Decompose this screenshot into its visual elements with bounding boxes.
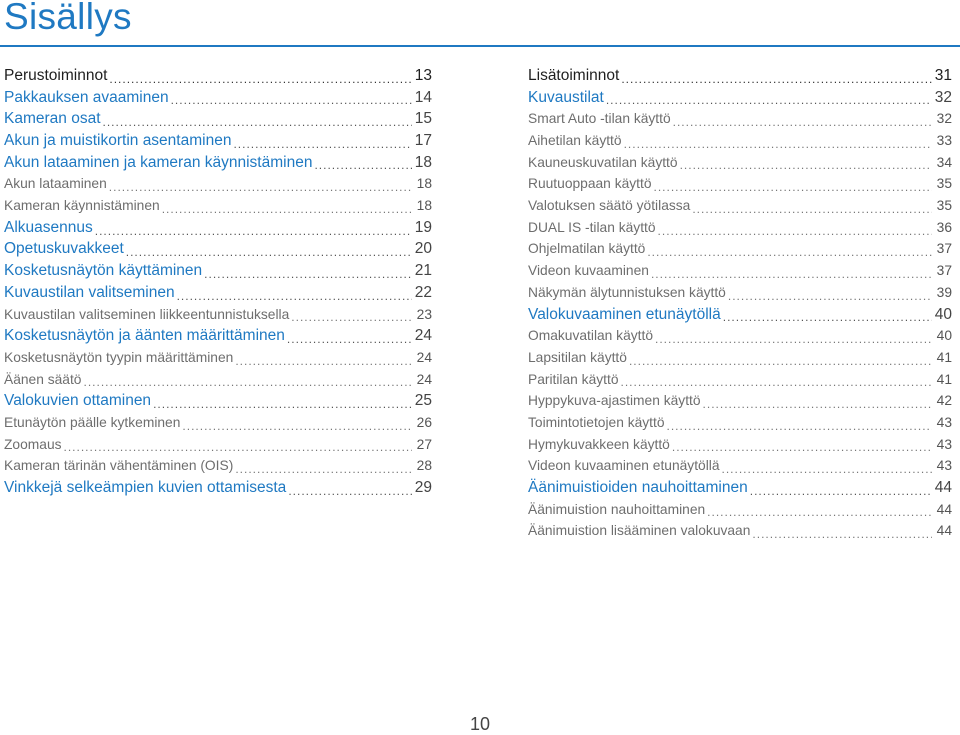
toc-entry[interactable] bbox=[4, 434, 432, 456]
toc-entry[interactable] bbox=[528, 520, 952, 542]
toc-entry-page: 44 bbox=[936, 523, 952, 539]
toc-entry-page: 43 bbox=[936, 458, 952, 474]
toc-entry[interactable] bbox=[528, 217, 952, 239]
toc-entry[interactable] bbox=[528, 173, 952, 195]
toc-entry[interactable] bbox=[528, 412, 952, 434]
dot-leader bbox=[83, 374, 412, 390]
toc-entry[interactable] bbox=[528, 455, 952, 477]
toc-entry-page: 13 bbox=[414, 66, 432, 84]
toc-entry-page: 40 bbox=[934, 305, 952, 323]
toc-entry-label: Akun ja muistikortin asentaminen bbox=[4, 132, 232, 150]
toc-entry-label: Kameran osat bbox=[4, 110, 101, 128]
toc-entry-page: 33 bbox=[936, 133, 952, 149]
dot-leader bbox=[723, 309, 932, 325]
toc-entry-page: 43 bbox=[936, 436, 952, 452]
toc-entry-page: 20 bbox=[414, 240, 432, 258]
toc-entry[interactable] bbox=[528, 347, 952, 369]
toc-entry[interactable] bbox=[4, 455, 432, 477]
dot-leader bbox=[647, 244, 932, 260]
toc-entry[interactable] bbox=[528, 390, 952, 412]
toc-entry-label: Akun lataaminen bbox=[4, 176, 107, 192]
toc-entry[interactable] bbox=[4, 304, 432, 326]
toc-right-column bbox=[528, 65, 952, 542]
dot-leader bbox=[177, 288, 412, 304]
dot-leader bbox=[655, 331, 932, 347]
dot-leader bbox=[162, 201, 412, 217]
toc-entry-page: 42 bbox=[936, 393, 952, 409]
toc-entry-page: 37 bbox=[936, 241, 952, 257]
toc-entry-label: Äänen säätö bbox=[4, 371, 82, 387]
title-divider bbox=[0, 45, 960, 47]
toc-entry-page: 18 bbox=[416, 176, 432, 192]
toc-entry-label: Etunäytön päälle kytkeminen bbox=[4, 414, 181, 430]
dot-leader bbox=[182, 418, 412, 434]
dot-leader bbox=[629, 353, 932, 369]
toc-entry-page: 14 bbox=[414, 88, 432, 106]
toc-entry-page: 24 bbox=[414, 327, 432, 345]
toc-entry[interactable] bbox=[4, 65, 432, 87]
dot-leader bbox=[233, 136, 412, 152]
dot-leader bbox=[680, 157, 932, 173]
dot-leader bbox=[728, 288, 932, 304]
toc-entry-page: 36 bbox=[936, 219, 952, 235]
toc-entry-label: DUAL IS -tilan käyttö bbox=[528, 219, 656, 235]
toc-entry-label: Kuvaustilan valitseminen bbox=[4, 283, 175, 301]
page-title: Sisällys bbox=[4, 0, 132, 37]
toc-entry[interactable] bbox=[528, 304, 952, 326]
dot-leader bbox=[722, 461, 932, 477]
toc-entry[interactable] bbox=[528, 477, 952, 499]
dot-leader bbox=[171, 92, 412, 108]
toc-entry-page: 35 bbox=[936, 198, 952, 214]
toc-entry-label: Opetuskuvakkeet bbox=[4, 240, 124, 258]
toc-entry-page: 35 bbox=[936, 176, 952, 192]
toc-entry[interactable] bbox=[528, 152, 952, 174]
toc-entry-page: 26 bbox=[416, 414, 432, 430]
toc-entry[interactable] bbox=[528, 65, 952, 87]
toc-entry[interactable] bbox=[4, 369, 432, 391]
toc-entry-label: Omakuvatilan käyttö bbox=[528, 328, 653, 344]
toc-entry-label: Perustoiminnot bbox=[4, 66, 108, 84]
toc-entry[interactable] bbox=[4, 282, 432, 304]
toc-entry-label: Kosketusnäytön tyypin määrittäminen bbox=[4, 349, 234, 365]
toc-entry-label: Äänimuistion lisääminen valokuvaan bbox=[528, 523, 751, 539]
toc-entry-label: Aihetilan käyttö bbox=[528, 133, 622, 149]
toc-entry[interactable] bbox=[4, 412, 432, 434]
dot-leader bbox=[651, 266, 932, 282]
toc-entry-page: 44 bbox=[934, 479, 952, 497]
toc-entry-page: 18 bbox=[416, 198, 432, 214]
dot-leader bbox=[606, 92, 932, 108]
toc-entry-page: 27 bbox=[416, 436, 432, 452]
toc-entry-page: 32 bbox=[934, 88, 952, 106]
toc-entry-page: 44 bbox=[936, 501, 952, 517]
toc-entry-page: 15 bbox=[414, 110, 432, 128]
toc-entry[interactable] bbox=[4, 217, 432, 239]
toc-entry-page: 22 bbox=[414, 283, 432, 301]
toc-entry-label: Smart Auto -tilan käyttö bbox=[528, 111, 671, 127]
dot-leader bbox=[621, 374, 933, 390]
toc-entry-label: Näkymän älytunnistuksen käyttö bbox=[528, 284, 726, 300]
toc-entry-page: 18 bbox=[414, 153, 432, 171]
dot-leader bbox=[153, 396, 412, 412]
dot-leader bbox=[750, 483, 932, 499]
toc-entry-label: Hyppykuva-ajastimen käyttö bbox=[528, 393, 701, 409]
toc-entry-page: 28 bbox=[416, 458, 432, 474]
toc-entry[interactable] bbox=[4, 239, 432, 261]
dot-leader bbox=[204, 266, 412, 282]
toc-entry-page: 29 bbox=[414, 479, 432, 497]
toc-entry[interactable] bbox=[528, 260, 952, 282]
toc-entry[interactable] bbox=[4, 347, 432, 369]
toc-entry[interactable] bbox=[528, 130, 952, 152]
dot-leader bbox=[692, 201, 932, 217]
toc-entry-label: Ohjelmatilan käyttö bbox=[528, 241, 646, 257]
toc-entry-page: 21 bbox=[414, 262, 432, 280]
dot-leader bbox=[235, 461, 412, 477]
dot-leader bbox=[703, 396, 932, 412]
dot-leader bbox=[109, 71, 412, 87]
toc-entry-label: Kameran käynnistäminen bbox=[4, 198, 160, 214]
toc-entry[interactable] bbox=[4, 477, 432, 499]
dot-leader bbox=[624, 136, 932, 152]
dot-leader bbox=[752, 526, 932, 542]
dot-leader bbox=[707, 504, 932, 520]
toc-entry-page: 17 bbox=[414, 132, 432, 150]
toc-left-column bbox=[4, 65, 432, 499]
dot-leader bbox=[654, 179, 933, 195]
dot-leader bbox=[288, 483, 412, 499]
toc-entry[interactable] bbox=[528, 282, 952, 304]
toc-entry[interactable] bbox=[528, 434, 952, 456]
dot-leader bbox=[621, 71, 932, 87]
toc-entry-page: 32 bbox=[936, 111, 952, 127]
toc-entry-label: Lisätoiminnot bbox=[528, 66, 620, 84]
toc-entry[interactable] bbox=[528, 87, 952, 109]
toc-entry-label: Toimintotietojen käyttö bbox=[528, 414, 665, 430]
toc-entry-label: Videon kuvaaminen bbox=[528, 263, 649, 279]
dot-leader bbox=[667, 418, 932, 434]
toc-entry-label: Videon kuvaaminen etunäytöllä bbox=[528, 458, 720, 474]
page-number: 10 bbox=[469, 714, 491, 734]
toc-entry[interactable] bbox=[528, 195, 952, 217]
toc-entry-label: Kameran tärinän vähentäminen (OIS) bbox=[4, 458, 234, 474]
toc-entry-label: Valokuvien ottaminen bbox=[4, 392, 152, 410]
toc-entry-label: Kauneuskuvatilan käyttö bbox=[528, 154, 678, 170]
toc-entry-label: Lapsitilan käyttö bbox=[528, 349, 627, 365]
toc-entry-page: 37 bbox=[936, 263, 952, 279]
toc-entry-label: Kosketusnäytön ja äänten määrittäminen bbox=[4, 327, 285, 345]
toc-entry-page: 39 bbox=[936, 284, 952, 300]
dot-leader bbox=[103, 114, 413, 130]
toc-entry-label: Alkuasennus bbox=[4, 218, 93, 236]
toc-entry-label: Pakkauksen avaaminen bbox=[4, 88, 169, 106]
dot-leader bbox=[95, 223, 412, 239]
dot-leader bbox=[109, 179, 412, 195]
toc-entry-label: Zoomaus bbox=[4, 436, 62, 452]
toc-entry-label: Hymykuvakkeen käyttö bbox=[528, 436, 670, 452]
toc-entry-page: 19 bbox=[414, 218, 432, 236]
toc-entry[interactable] bbox=[528, 325, 952, 347]
toc-entry[interactable] bbox=[4, 325, 432, 347]
toc-entry-page: 43 bbox=[936, 414, 952, 430]
toc-entry[interactable] bbox=[528, 239, 952, 261]
dot-leader bbox=[235, 353, 412, 369]
toc-entry-page: 41 bbox=[936, 349, 952, 365]
toc-entry-label: Ruutuoppaan käyttö bbox=[528, 176, 652, 192]
dot-leader bbox=[672, 439, 932, 455]
dot-leader bbox=[314, 157, 412, 173]
toc-entry-label: Valotuksen säätö yötilassa bbox=[528, 198, 691, 214]
toc-entry-label: Kosketusnäytön käyttäminen bbox=[4, 262, 203, 280]
toc-entry-page: 40 bbox=[936, 328, 952, 344]
toc-entry[interactable] bbox=[528, 108, 952, 130]
toc-entry-label: Kuvaustilan valitseminen liikkeentunnistuksella bbox=[4, 306, 290, 322]
dot-leader bbox=[126, 244, 412, 260]
toc-entry-label: Akun lataaminen ja kameran käynnistäminen bbox=[4, 153, 313, 171]
toc-entry[interactable] bbox=[4, 260, 432, 282]
toc-entry[interactable] bbox=[528, 499, 952, 521]
toc-entry-label: Äänimuistioiden nauhoittaminen bbox=[528, 479, 748, 497]
toc-entry-label: Paritilan käyttö bbox=[528, 371, 619, 387]
toc-entry-page: 24 bbox=[416, 349, 432, 365]
dot-leader bbox=[673, 114, 932, 130]
toc-entry[interactable] bbox=[4, 195, 432, 217]
toc-entry[interactable] bbox=[4, 152, 432, 174]
toc-entry-page: 25 bbox=[414, 392, 432, 410]
toc-entry[interactable] bbox=[4, 173, 432, 195]
toc-entry-page: 24 bbox=[416, 371, 432, 387]
toc-entry-page: 41 bbox=[936, 371, 952, 387]
toc-entry-page: 34 bbox=[936, 154, 952, 170]
toc-entry-label: Äänimuistion nauhoittaminen bbox=[528, 501, 706, 517]
toc-entry[interactable] bbox=[4, 87, 432, 109]
toc-entry-page: 23 bbox=[416, 306, 432, 322]
toc-entry[interactable] bbox=[528, 369, 952, 391]
dot-leader bbox=[658, 223, 932, 239]
dot-leader bbox=[287, 331, 412, 347]
toc-entry-page: 31 bbox=[934, 66, 952, 84]
toc-entry-label: Vinkkejä selkeämpien kuvien ottamisesta bbox=[4, 479, 287, 497]
toc-entry[interactable] bbox=[4, 108, 432, 130]
toc-entry[interactable] bbox=[4, 390, 432, 412]
toc-entry[interactable] bbox=[4, 130, 432, 152]
dot-leader bbox=[64, 439, 412, 455]
toc-entry-label: Valokuvaaminen etunäytöllä bbox=[528, 305, 721, 323]
dot-leader bbox=[291, 309, 412, 325]
toc-entry-label: Kuvaustilat bbox=[528, 88, 604, 106]
